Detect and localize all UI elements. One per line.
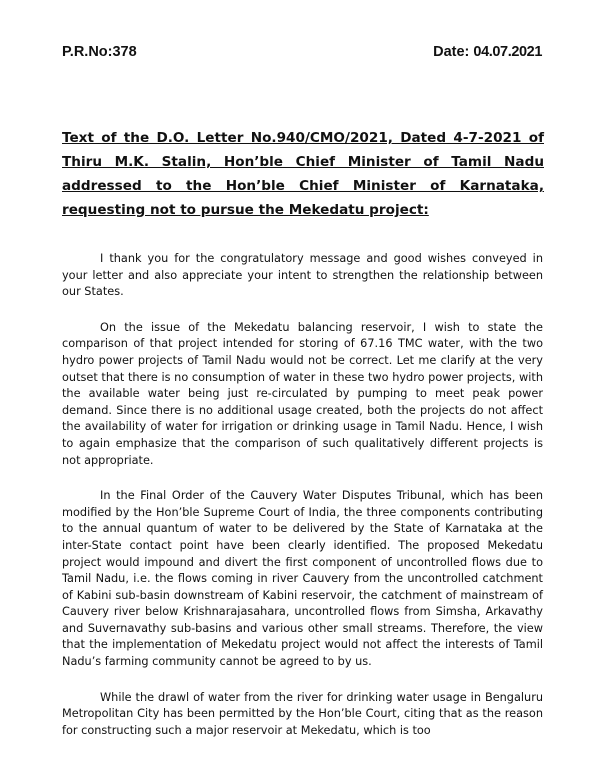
title-line: Thiru M.K. Stalin, Hon’ble Chief Minister of Tamil Nadu — [62, 154, 544, 170]
date-label: Date: — [433, 44, 474, 60]
paragraph: On the issue of the Mekedatu balancing reservoir, I wish to state the comparison of that project intended for storing of 67.16 TMC water, with the two hydro power projects of Tamil Nadu would not be correct. Let me clarify at the very outset that there is no consumption of water in these two hydro power projects, with the available water being just re-circulated by pumping to meet peak power demand. Since there is no additional usage created, both the projects do not affect the availability of water for irrigation or drinking usage in Tamil Nadu. Hence, I wish to again emphasize that the comparison of such qualitatively different projects is not appropriate. — [62, 320, 543, 467]
release-date — [433, 44, 542, 60]
paragraph: I thank you for the congratulatory message and good wishes conveyed in your letter and also appreciate your intent to strengthen the relationship between our States. — [62, 252, 543, 299]
document-title — [62, 126, 544, 222]
paragraph: In the Final Order of the Cauvery Water Disputes Tribunal, which has been modified by the Hon’ble Supreme Court of India, the three components contributing to the annual quantum of water to be delivered by the State of Karnataka at the inter-State contact point have been clearly identified. The proposed Mekedatu project would impound and divert the first component of uncontrolled flows due to Tamil Nadu, i.e. the flows coming in river Cauvery from the uncontrolled catchment of Kabini sub-basin downstream of Kabini reservoir, the catchment of mainstream of Cauvery river below Krishnarajasahara, uncontrolled flows from Simsha, Arkavathy and Suvernavathy sub-basins and various other small streams. Therefore, the view that the implementation of Mekedatu project would not affect the interests of Tamil Nadu’s farming community cannot be agreed to by us. — [62, 489, 543, 669]
letter-body — [62, 251, 543, 758]
press-release-header — [62, 44, 542, 64]
press-release-number: P.R.No:378 — [62, 44, 137, 60]
paragraph: While the drawl of water from the river for drinking water usage in Bengaluru Metropolitan City has been permitted by the Hon’ble Court, citing that as the reason for constructing such a major reservoir at Mekedatu, which is too — [62, 690, 543, 737]
title-line: Text of the D.O. Letter No.940/CMO/2021, Dated 4-7-2021 of — [62, 130, 544, 146]
title-line: requesting not to pursue the Mekedatu project: — [62, 202, 429, 218]
date-value: 04.07.2021 — [473, 44, 542, 60]
title-line: addressed to the Hon’ble Chief Minister of Karnataka, — [62, 178, 544, 194]
